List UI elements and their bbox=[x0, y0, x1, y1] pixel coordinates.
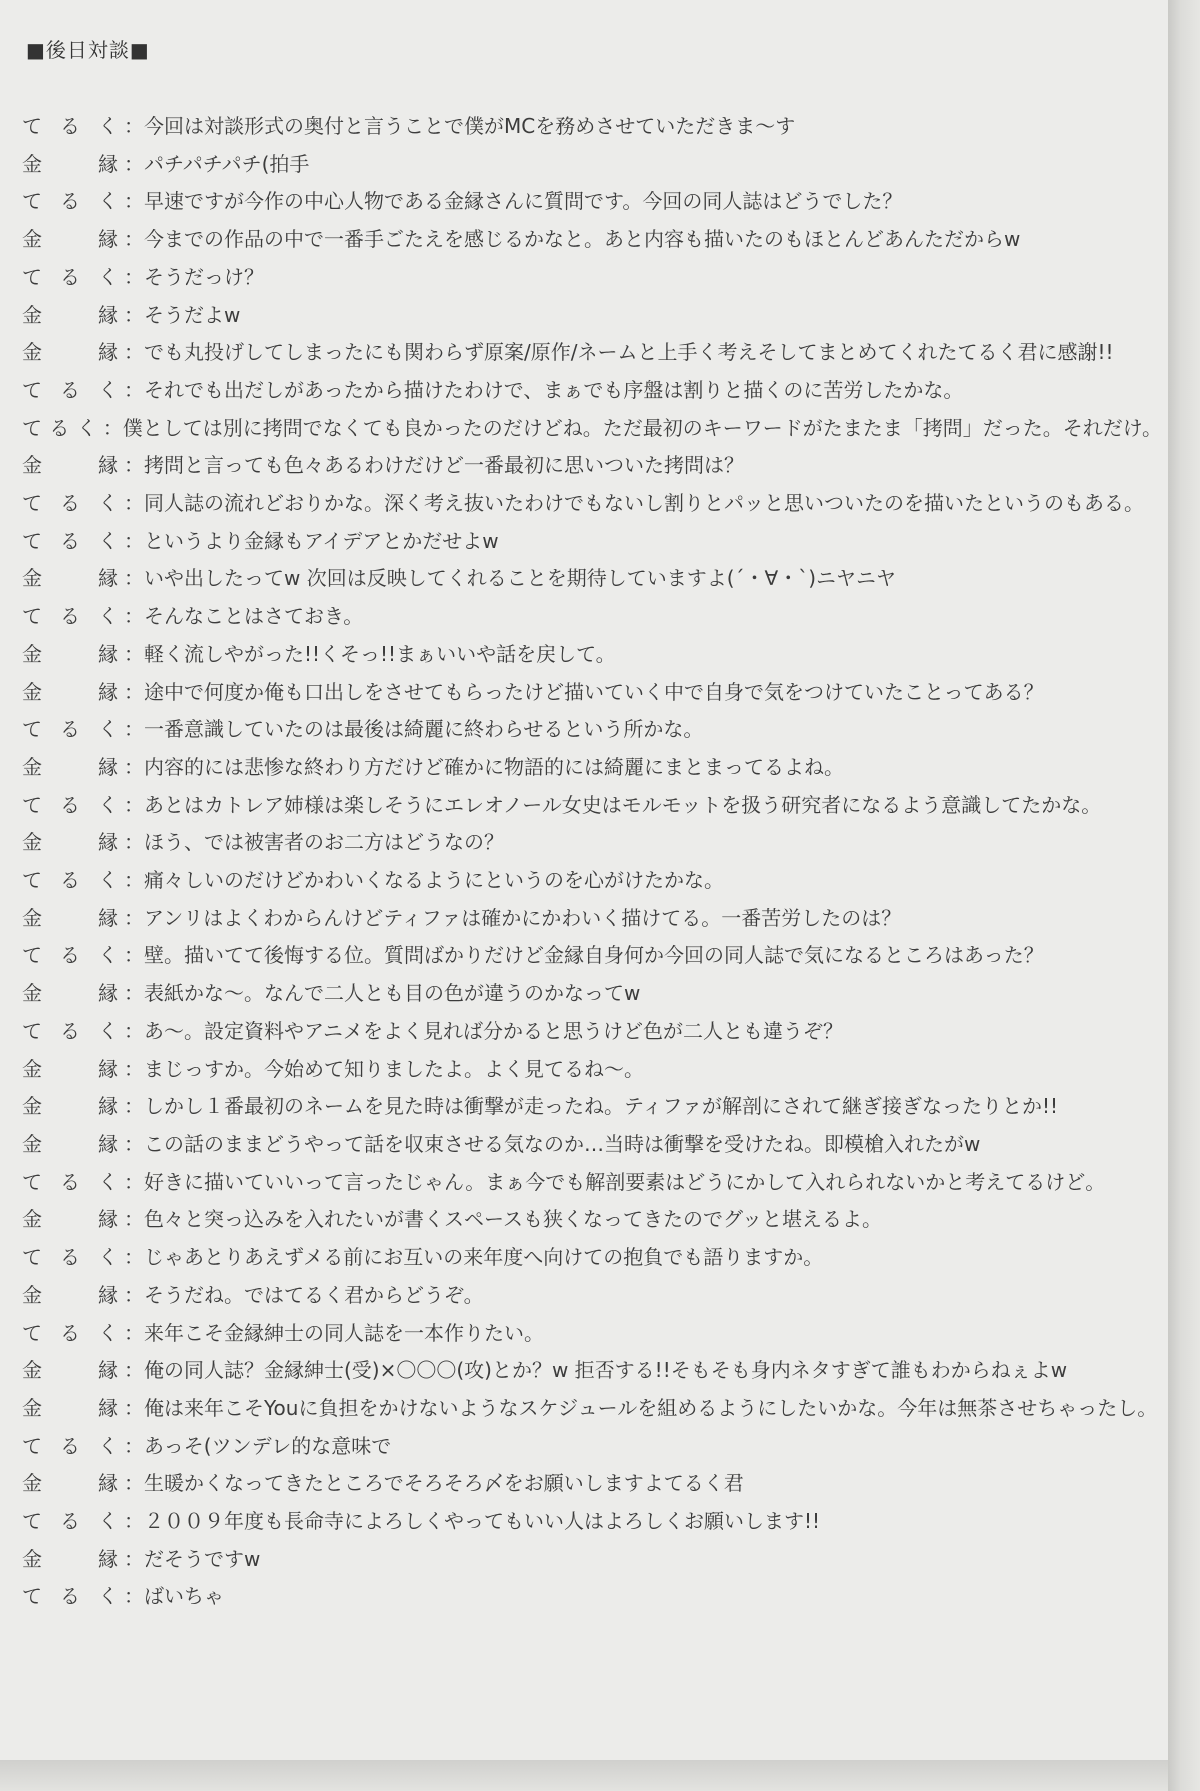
speaker-separator: ： bbox=[124, 868, 144, 893]
speaker-name: 金縁 bbox=[22, 1471, 118, 1496]
dialogue-line bbox=[22, 824, 1162, 862]
speaker-separator: ： bbox=[124, 1207, 144, 1232]
speaker-name: てるく bbox=[22, 491, 118, 516]
speaker-separator: ： bbox=[124, 943, 144, 968]
dialogue-text: 僕としては別に拷問でなくても良かったのだけどね。ただ最初のキーワードがたまたま「拷問」だった。それだけ。 bbox=[122, 415, 1162, 440]
dialogue-line bbox=[22, 937, 1162, 975]
dialogue-text: そうだっけ？ bbox=[144, 264, 264, 289]
dialogue-line bbox=[22, 1088, 1162, 1126]
dialogue-line bbox=[22, 1578, 1162, 1616]
speaker-separator: ： bbox=[124, 1358, 144, 1383]
dialogue-line bbox=[22, 636, 1162, 674]
speaker-separator: ： bbox=[124, 453, 144, 478]
dialogue-text: 今までの作品の中で一番手ごたえを感じるかなと。あと内容も描いたのもほとんどあんただからw bbox=[144, 227, 1021, 252]
speaker-name: 金縁 bbox=[22, 1282, 118, 1307]
speaker-name: てるく bbox=[22, 717, 118, 742]
dialogue-line bbox=[22, 787, 1162, 825]
page-title: ■後日対談■ bbox=[26, 38, 150, 62]
dialogue-text: ばいちゃ bbox=[144, 1584, 224, 1609]
speaker-separator: ： bbox=[124, 302, 144, 327]
speaker-name: てるく bbox=[22, 189, 118, 214]
dialogue-text: 途中で何度か俺も口出しをさせてもらったけど描いていく中で自身で気をつけていたことってある？ bbox=[144, 679, 1044, 704]
dialogue-text: 今回は対談形式の奥付と言うことで僕がMCを務めさせていただきま～す bbox=[144, 114, 796, 138]
dialogue-text: 軽く流しやがった!!くそっ!!まぁいいや話を戻して。 bbox=[144, 641, 616, 666]
speaker-name: 金縁 bbox=[22, 830, 118, 855]
dialogue-list bbox=[22, 108, 1162, 1616]
speaker-name: 金縁 bbox=[22, 151, 118, 176]
speaker-separator: ： bbox=[124, 1546, 144, 1571]
dialogue-text: 色々と突っ込みを入れたいが書くスペースも狭くなってきたのでグッと堪えるよ。 bbox=[144, 1207, 882, 1232]
speaker-name: 金縁 bbox=[22, 754, 118, 779]
dialogue-text: 早速ですが今作の中心人物である金縁さんに質問です。今回の同人誌はどうでした？ bbox=[144, 189, 903, 214]
dialogue-text: それでも出だしがあったから描けたわけで、まぁでも序盤は割りと描くのに苦労したかな。 bbox=[144, 377, 964, 402]
speaker-separator: ： bbox=[124, 1245, 144, 1270]
speaker-separator: ： bbox=[124, 1094, 144, 1119]
dialogue-text: でも丸投げしてしまったにも関わらず原案/原作/ネームと上手く考えそしてまとめてくれたてるく君に感謝!! bbox=[144, 340, 1114, 365]
dialogue-line bbox=[22, 1277, 1162, 1315]
speaker-name: てるく bbox=[22, 604, 118, 629]
dialogue-text: 俺の同人誌？金縁紳士(受)×〇〇〇(攻)とか？w 拒否する!!そもそも身内ネタすぎて誰もわからねぇよw bbox=[144, 1358, 1068, 1383]
speaker-name: てるく bbox=[22, 377, 118, 402]
speaker-separator: ： bbox=[124, 566, 144, 591]
speaker-name: 金縁 bbox=[22, 641, 118, 666]
dialogue-text: あとはカトレア姉様は楽しそうにエレオノール女史はモルモットを扱う研究者になるよう意識してたかな。 bbox=[144, 792, 1102, 817]
dialogue-line bbox=[22, 1352, 1162, 1390]
dialogue-text: ほう、では被害者のお二方はどうなの？ bbox=[144, 830, 504, 855]
speaker-name: てるく bbox=[22, 1018, 118, 1043]
speaker-separator: ： bbox=[124, 905, 144, 930]
dialogue-text: まじっすか。今始めて知りましたよ。よく見てるね～。 bbox=[144, 1056, 644, 1081]
dialogue-line bbox=[22, 183, 1162, 221]
speaker-name: てるく bbox=[22, 1320, 118, 1345]
speaker-name: 金縁 bbox=[22, 1207, 118, 1232]
speaker-separator: ： bbox=[124, 340, 144, 365]
dialogue-line bbox=[22, 1013, 1162, 1051]
speaker-name: てるく bbox=[22, 792, 118, 817]
dialogue-line bbox=[22, 1390, 1162, 1428]
dialogue-line bbox=[22, 410, 1162, 448]
speaker-separator: ： bbox=[124, 151, 144, 176]
speaker-separator: ： bbox=[124, 114, 144, 138]
dialogue-text: 痛々しいのだけどかわいくなるようにというのを心がけたかな。 bbox=[144, 868, 724, 893]
dialogue-text: じゃあとりあえずメる前にお互いの来年度へ向けての抱負でも語りますか。 bbox=[144, 1245, 824, 1270]
dialogue-line bbox=[22, 447, 1162, 485]
speaker-name: 金縁 bbox=[22, 227, 118, 252]
speaker-separator: ： bbox=[124, 1282, 144, 1307]
speaker-separator: ： bbox=[124, 1509, 144, 1534]
dialogue-text: そうだよw bbox=[144, 302, 241, 327]
speaker-separator: ： bbox=[124, 981, 144, 1006]
dialogue-text: パチパチパチ(拍手 bbox=[144, 151, 310, 176]
dialogue-line bbox=[22, 372, 1162, 410]
dialogue-line bbox=[22, 1164, 1162, 1202]
dialogue-line bbox=[22, 108, 1162, 146]
dialogue-line bbox=[22, 523, 1162, 561]
speaker-separator: ： bbox=[124, 604, 144, 629]
speaker-name: てるく bbox=[22, 415, 97, 440]
speaker-separator: ： bbox=[124, 830, 144, 855]
dialogue-line bbox=[22, 862, 1162, 900]
speaker-name: 金縁 bbox=[22, 679, 118, 704]
dialogue-line bbox=[22, 334, 1162, 372]
dialogue-text: いや出したってw 次回は反映してくれることを期待していますよ(´・∀・`)ニヤニヤ bbox=[144, 566, 897, 591]
speaker-separator: ： bbox=[124, 1584, 144, 1609]
dialogue-text: 来年こそ金縁紳士の同人誌を一本作りたい。 bbox=[144, 1320, 544, 1345]
speaker-name: 金縁 bbox=[22, 340, 118, 365]
speaker-separator: ： bbox=[124, 264, 144, 289]
dialogue-text: 拷問と言っても色々あるわけだけど一番最初に思いついた拷問は？ bbox=[144, 453, 744, 478]
dialogue-text: というより金縁もアイデアとかだせよw bbox=[144, 528, 499, 553]
dialogue-text: 表紙かな～。なんで二人とも目の色が違うのかなってw bbox=[144, 981, 641, 1006]
speaker-separator: ： bbox=[124, 754, 144, 779]
speaker-name: てるく bbox=[22, 114, 118, 138]
speaker-separator: ： bbox=[124, 679, 144, 704]
dialogue-text: この話のままどうやって話を収束させる気なのか…当時は衝撃を受けたね。即模槍入れたがw bbox=[144, 1131, 981, 1156]
speaker-separator: ： bbox=[124, 1131, 144, 1156]
speaker-separator: ： bbox=[124, 1018, 144, 1043]
dialogue-text: そうだね。ではてるく君からどうぞ。 bbox=[144, 1282, 484, 1307]
speaker-separator: ： bbox=[124, 491, 144, 516]
speaker-name: てるく bbox=[22, 264, 118, 289]
dialogue-line bbox=[22, 560, 1162, 598]
dialogue-line bbox=[22, 1126, 1162, 1164]
page-edge-bottom bbox=[0, 1760, 1168, 1791]
dialogue-text: あ～。設定資料やアニメをよく見れば分かると思うけど色が二人とも違うぞ？ bbox=[144, 1018, 843, 1043]
speaker-separator: ： bbox=[124, 1056, 144, 1081]
speaker-name: 金縁 bbox=[22, 981, 118, 1006]
speaker-separator: ： bbox=[124, 377, 144, 402]
dialogue-line bbox=[22, 1503, 1162, 1541]
speaker-separator: ： bbox=[124, 792, 144, 817]
dialogue-text: 内容的には悲惨な終わり方だけど確かに物語的には綺麗にまとまってるよね。 bbox=[144, 754, 844, 779]
speaker-name: 金縁 bbox=[22, 453, 118, 478]
dialogue-text: 同人誌の流れどおりかな。深く考え抜いたわけでもないし割りとパッと思いついたのを描いたというのもある。 bbox=[144, 491, 1144, 516]
dialogue-text: だそうですw bbox=[144, 1546, 261, 1571]
speaker-name: てるく bbox=[22, 1509, 118, 1534]
page-edge-right bbox=[1168, 0, 1200, 1791]
speaker-name: てるく bbox=[22, 528, 118, 553]
speaker-name: 金縁 bbox=[22, 1358, 118, 1383]
speaker-separator: ： bbox=[124, 1433, 144, 1458]
dialogue-line bbox=[22, 674, 1162, 712]
dialogue-line bbox=[22, 1315, 1162, 1353]
speaker-name: てるく bbox=[22, 1169, 118, 1194]
dialogue-text: 壁。描いてて後悔する位。質問ばかりだけど金縁自身何か今回の同人誌で気になるところはあった？ bbox=[144, 943, 1044, 968]
speaker-name: 金縁 bbox=[22, 905, 118, 930]
speaker-name: 金縁 bbox=[22, 1395, 118, 1420]
dialogue-text: あっそ(ツンデレ的な意味で bbox=[144, 1433, 392, 1458]
dialogue-line bbox=[22, 1465, 1162, 1503]
dialogue-text: そんなことはさておき。 bbox=[144, 604, 364, 629]
dialogue-line bbox=[22, 485, 1162, 523]
dialogue-line bbox=[22, 749, 1162, 787]
dialogue-text: 一番意識していたのは最後は綺麗に終わらせるという所かな。 bbox=[144, 717, 704, 742]
dialogue-text: 好きに描いていいって言ったじゃん。まぁ今でも解剖要素はどうにかして入れられないかと考えてるけど。 bbox=[144, 1169, 1106, 1194]
speaker-separator: ： bbox=[102, 415, 123, 440]
dialogue-line bbox=[22, 1201, 1162, 1239]
speaker-separator: ： bbox=[124, 227, 144, 252]
speaker-name: てるく bbox=[22, 1245, 118, 1270]
dialogue-line bbox=[22, 711, 1162, 749]
dialogue-line bbox=[22, 900, 1162, 938]
speaker-separator: ： bbox=[124, 528, 144, 553]
speaker-name: 金縁 bbox=[22, 1056, 118, 1081]
speaker-name: 金縁 bbox=[22, 302, 118, 327]
dialogue-line bbox=[22, 1541, 1162, 1579]
speaker-separator: ： bbox=[124, 717, 144, 742]
speaker-separator: ： bbox=[124, 1320, 144, 1345]
dialogue-line bbox=[22, 297, 1162, 335]
speaker-name: 金縁 bbox=[22, 566, 118, 591]
speaker-name: 金縁 bbox=[22, 1546, 118, 1571]
dialogue-text: しかし１番最初のネームを見た時は衝撃が走ったね。ティファが解剖にされて継ぎ接ぎなったりとか!! bbox=[144, 1094, 1059, 1119]
speaker-separator: ： bbox=[124, 641, 144, 666]
speaker-name: 金縁 bbox=[22, 1094, 118, 1119]
speaker-name: てるく bbox=[22, 1433, 118, 1458]
dialogue-line bbox=[22, 146, 1162, 184]
speaker-name: 金縁 bbox=[22, 1131, 118, 1156]
dialogue-line bbox=[22, 1051, 1162, 1089]
dialogue-text: アンリはよくわからんけどティファは確かにかわいく描けてる。一番苦労したのは？ bbox=[144, 905, 902, 930]
dialogue-line bbox=[22, 221, 1162, 259]
speaker-separator: ： bbox=[124, 1471, 144, 1496]
speaker-name: てるく bbox=[22, 943, 118, 968]
dialogue-line bbox=[22, 1239, 1162, 1277]
speaker-separator: ： bbox=[124, 1395, 144, 1420]
dialogue-line bbox=[22, 598, 1162, 636]
speaker-name: てるく bbox=[22, 1584, 118, 1609]
dialogue-text: 俺は来年こそYouに負担をかけないようなスケジュールを組めるようにしたいかな。今年は無茶させちゃったし。 bbox=[144, 1395, 1158, 1420]
speaker-separator: ： bbox=[124, 1169, 144, 1194]
dialogue-text: ２００９年度も長命寺によろしくやってもいい人はよろしくお願いします!! bbox=[144, 1509, 821, 1534]
dialogue-line bbox=[22, 259, 1162, 297]
dialogue-line bbox=[22, 1428, 1162, 1466]
dialogue-line bbox=[22, 975, 1162, 1013]
dialogue-text: 生暖かくなってきたところでそろそろ〆をお願いしますよてるく君 bbox=[144, 1471, 744, 1496]
speaker-name: てるく bbox=[22, 868, 118, 893]
speaker-separator: ： bbox=[124, 189, 144, 214]
